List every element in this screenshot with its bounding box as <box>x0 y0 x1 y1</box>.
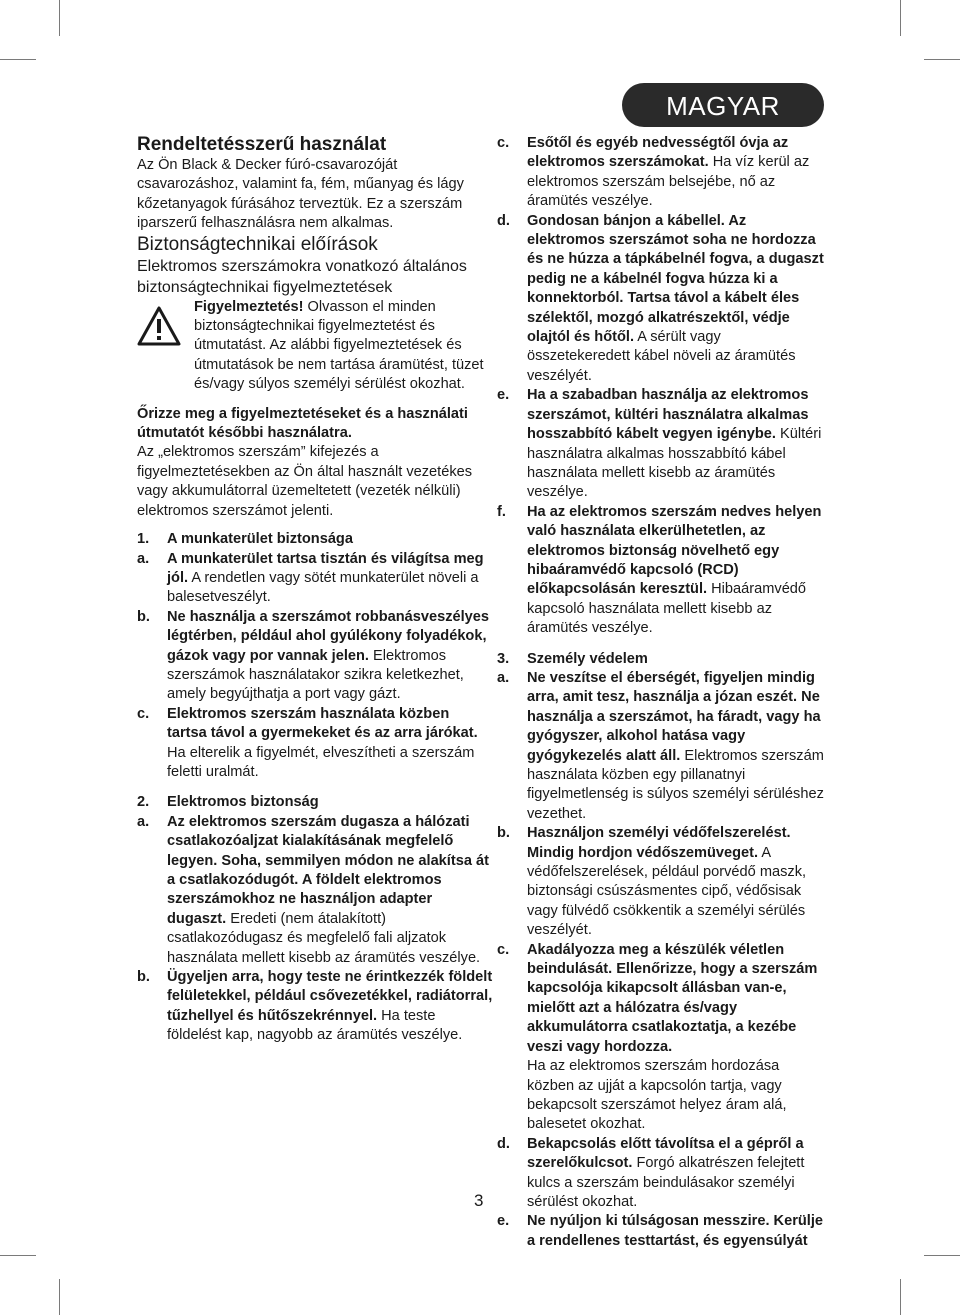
section-title: Elektromos biztonság <box>167 794 319 811</box>
section-title: Személy védelem <box>527 650 648 667</box>
warning-text: Olvasson el minden biztonságtechnikai figyelmeztetést és útmutatást. Az alábbi figyelmeztetések és útmutatások be nem tartása áramütést, tüzet és/vagy súlyos személyi sérülést okozhat. <box>194 298 484 393</box>
list-item: a. A munkaterület tartsa tisztán és világítsa meg jól. A rendetlen vagy sötét munkaterület növeli a balesetveszélyt. <box>137 550 484 606</box>
list-item: d. Bekapcsolás előtt távolítsa el a gépről a szerelőkulcsot. Forgó alkatrészen felejtett kulcs a szerszám beindulásakor személyi sérülést okozhat. <box>497 1135 805 1210</box>
warning-label: Figyelmeztetés! <box>194 298 304 315</box>
warning-triangle-icon <box>137 306 181 346</box>
list-item: f. Ha az elektromos szerszám nedves helyen való használata elkerülhetetlen, az elektromos biztonság növelhető egy hibaáramvédő kapcsoló (RCD) előkapcsolásán keresztül. Hibaáramvédő kapcsoló használata mellett kisebb az áramütés veszélye. <box>497 503 822 637</box>
crop-mark <box>900 0 901 36</box>
crop-mark <box>0 1255 36 1256</box>
language-badge: MAGYAR <box>622 83 824 127</box>
list-item: c. Esőtől és egyéb nedvességtől óvja az elektromos szerszámokat. Ha víz kerül az elektromos szerszám belsejébe, nő az áramütés veszélye. <box>497 135 810 210</box>
term-definition: Az „elektromos szerszám” kifejezés a figyelmeztetésekben az Ön által használt vezetékes vagy akkumulátorral üzemeltetett (vezeték nélküli) elektromos szerszámot jelenti. <box>137 444 473 519</box>
list-item: e. Ha a szabadban használja az elektromos szerszámot, kültéri használatra alkalmas hosszabbító kábelt vegyen igénybe. Kültéri használatra alkalmas hosszabbító kábel használata mellett kisebb az áramütés veszélye. <box>497 387 822 501</box>
section-heading: 1. A munkaterület biztonsága <box>137 531 353 548</box>
list-item: b. Ne használja a szerszámot robbanásveszélyes légtérben, például ahol gyúlékony folyadékok, gázok vagy por vannak jelen. Elektromos szerszámok használatakor szikra keletkezhet, amely begyújthatja a port vagy gázt. <box>137 608 490 703</box>
section-heading: 3. Személy védelem <box>497 650 648 667</box>
crop-mark <box>59 1279 60 1315</box>
list-item: e. Ne nyúljon ki túlságosan messzire. Kerülje a rendellenes testtartást, és egyensúlyát <box>497 1213 824 1249</box>
section-heading: 2. Elektromos biztonság <box>137 794 319 811</box>
list-item: c. Elektromos szerszám használata közben tartsa távol a gyermekeket és az arra járókat. Ha elterelik a figyelmét, elveszítheti a szerszám feletti uralmát. <box>137 705 478 780</box>
list-item: c. Akadályozza meg a készülék véletlen beindulását. Ellenőrizze, hogy a szerszám kapcsolója kikapcsolt állásban van-e, mielőtt azt a hálózatra és/vagy akkumulátorra csatlakoztatja, a kezébe veszi vagy hordozza. Ha az elektromos szerszám hordozása közben az ujját a kapcsolón tartja, vagy bekapcsolt szerszámot helyez áram alá, balesetet okozhat. <box>497 941 818 1133</box>
list-item: d. Gondosan bánjon a kábellel. Az elektromos szerszámot soha ne hordozza és ne húzza a tápkábelnél fogva, a dugaszt pedig ne a kábelnél fogva húzza ki a konnektorból. Tartsa távol a kábelt éles szélektől, mozgó alkatrészektől, védje olajtól és hőtől. A sérült vagy összetekeredett kábel növeli az áramütés veszélyét. <box>497 212 824 384</box>
section-title: A munkaterület biztonsága <box>167 531 353 548</box>
crop-mark <box>59 0 60 36</box>
intended-use-title: Rendeltetésszerű használat <box>137 134 387 155</box>
left-column <box>137 134 493 1046</box>
general-warnings-title: Elektromos szerszámokra vonatkozó általános biztonságtechnikai figyelmeztetések <box>137 257 467 296</box>
warning-block <box>137 298 493 395</box>
crop-mark <box>0 59 36 60</box>
list-item: a. Az elektromos szerszám dugasza a hálózati csatlakozóaljzat kialakításának megfelelő legyen. Soha, semmilyen módon ne alakítsa át a csatlakozódugót. A földelt elektromos szerszámokhoz ne használjon adapter dugaszt. Eredeti (nem átalakított) csatlakozódugasz és megfelelő fali aljzatok használata mellett kisebb az áramütés veszélye. <box>137 813 489 966</box>
crop-mark <box>924 59 960 60</box>
intended-use-text: Az Ön Black & Decker fúró-csavarozóját csavarozáshoz, valamint fa, fém, műanyag és lágy kőzetanyagok fúrásához terveztük. Ez a szerszám iparszerű felhasználásra nem alkalmas. <box>137 157 464 232</box>
right-column <box>497 134 825 1251</box>
list-item: b. Használjon személyi védőfelszerelést. Mindig hordjon védőszemüveget. A védőfelszerelések, például porvédő maszk, biztonsági csúszásmentes cipő, védősisak vagy fülvédő csökkentik a személyi sérülés veszélyét. <box>497 825 807 939</box>
crop-mark <box>900 1279 901 1315</box>
list-item: a. Ne veszítse el éberségét, figyeljen mindig arra, amit tesz, használja a józan eszét. Ne használja a szerszámot, ha fáradt, vagy ha gyógyszer, alkohol hatása vagy gyógykezelés alatt áll. Elektromos szerszám használata közben egy pillanatnyi figyelmetlenség is súlyos személyi sérüléshez vezethet. <box>497 669 824 822</box>
safety-title: Biztonságtechnikai előírások <box>137 233 378 255</box>
page-number: 3 <box>474 1191 484 1210</box>
list-item: b. Ügyeljen arra, hogy teste ne érintkezzék földelt felületekkel, például csővezetékkel, radiátorral, tűzhellyel és hűtőszekrénnyel. Ha teste földelést kap, nagyobb az áramütés veszélye. <box>137 969 493 1044</box>
crop-mark <box>924 1255 960 1256</box>
keep-instructions: Őrizze meg a figyelmeztetéseket és a használati útmutatót későbbi használatra. <box>137 405 468 442</box>
